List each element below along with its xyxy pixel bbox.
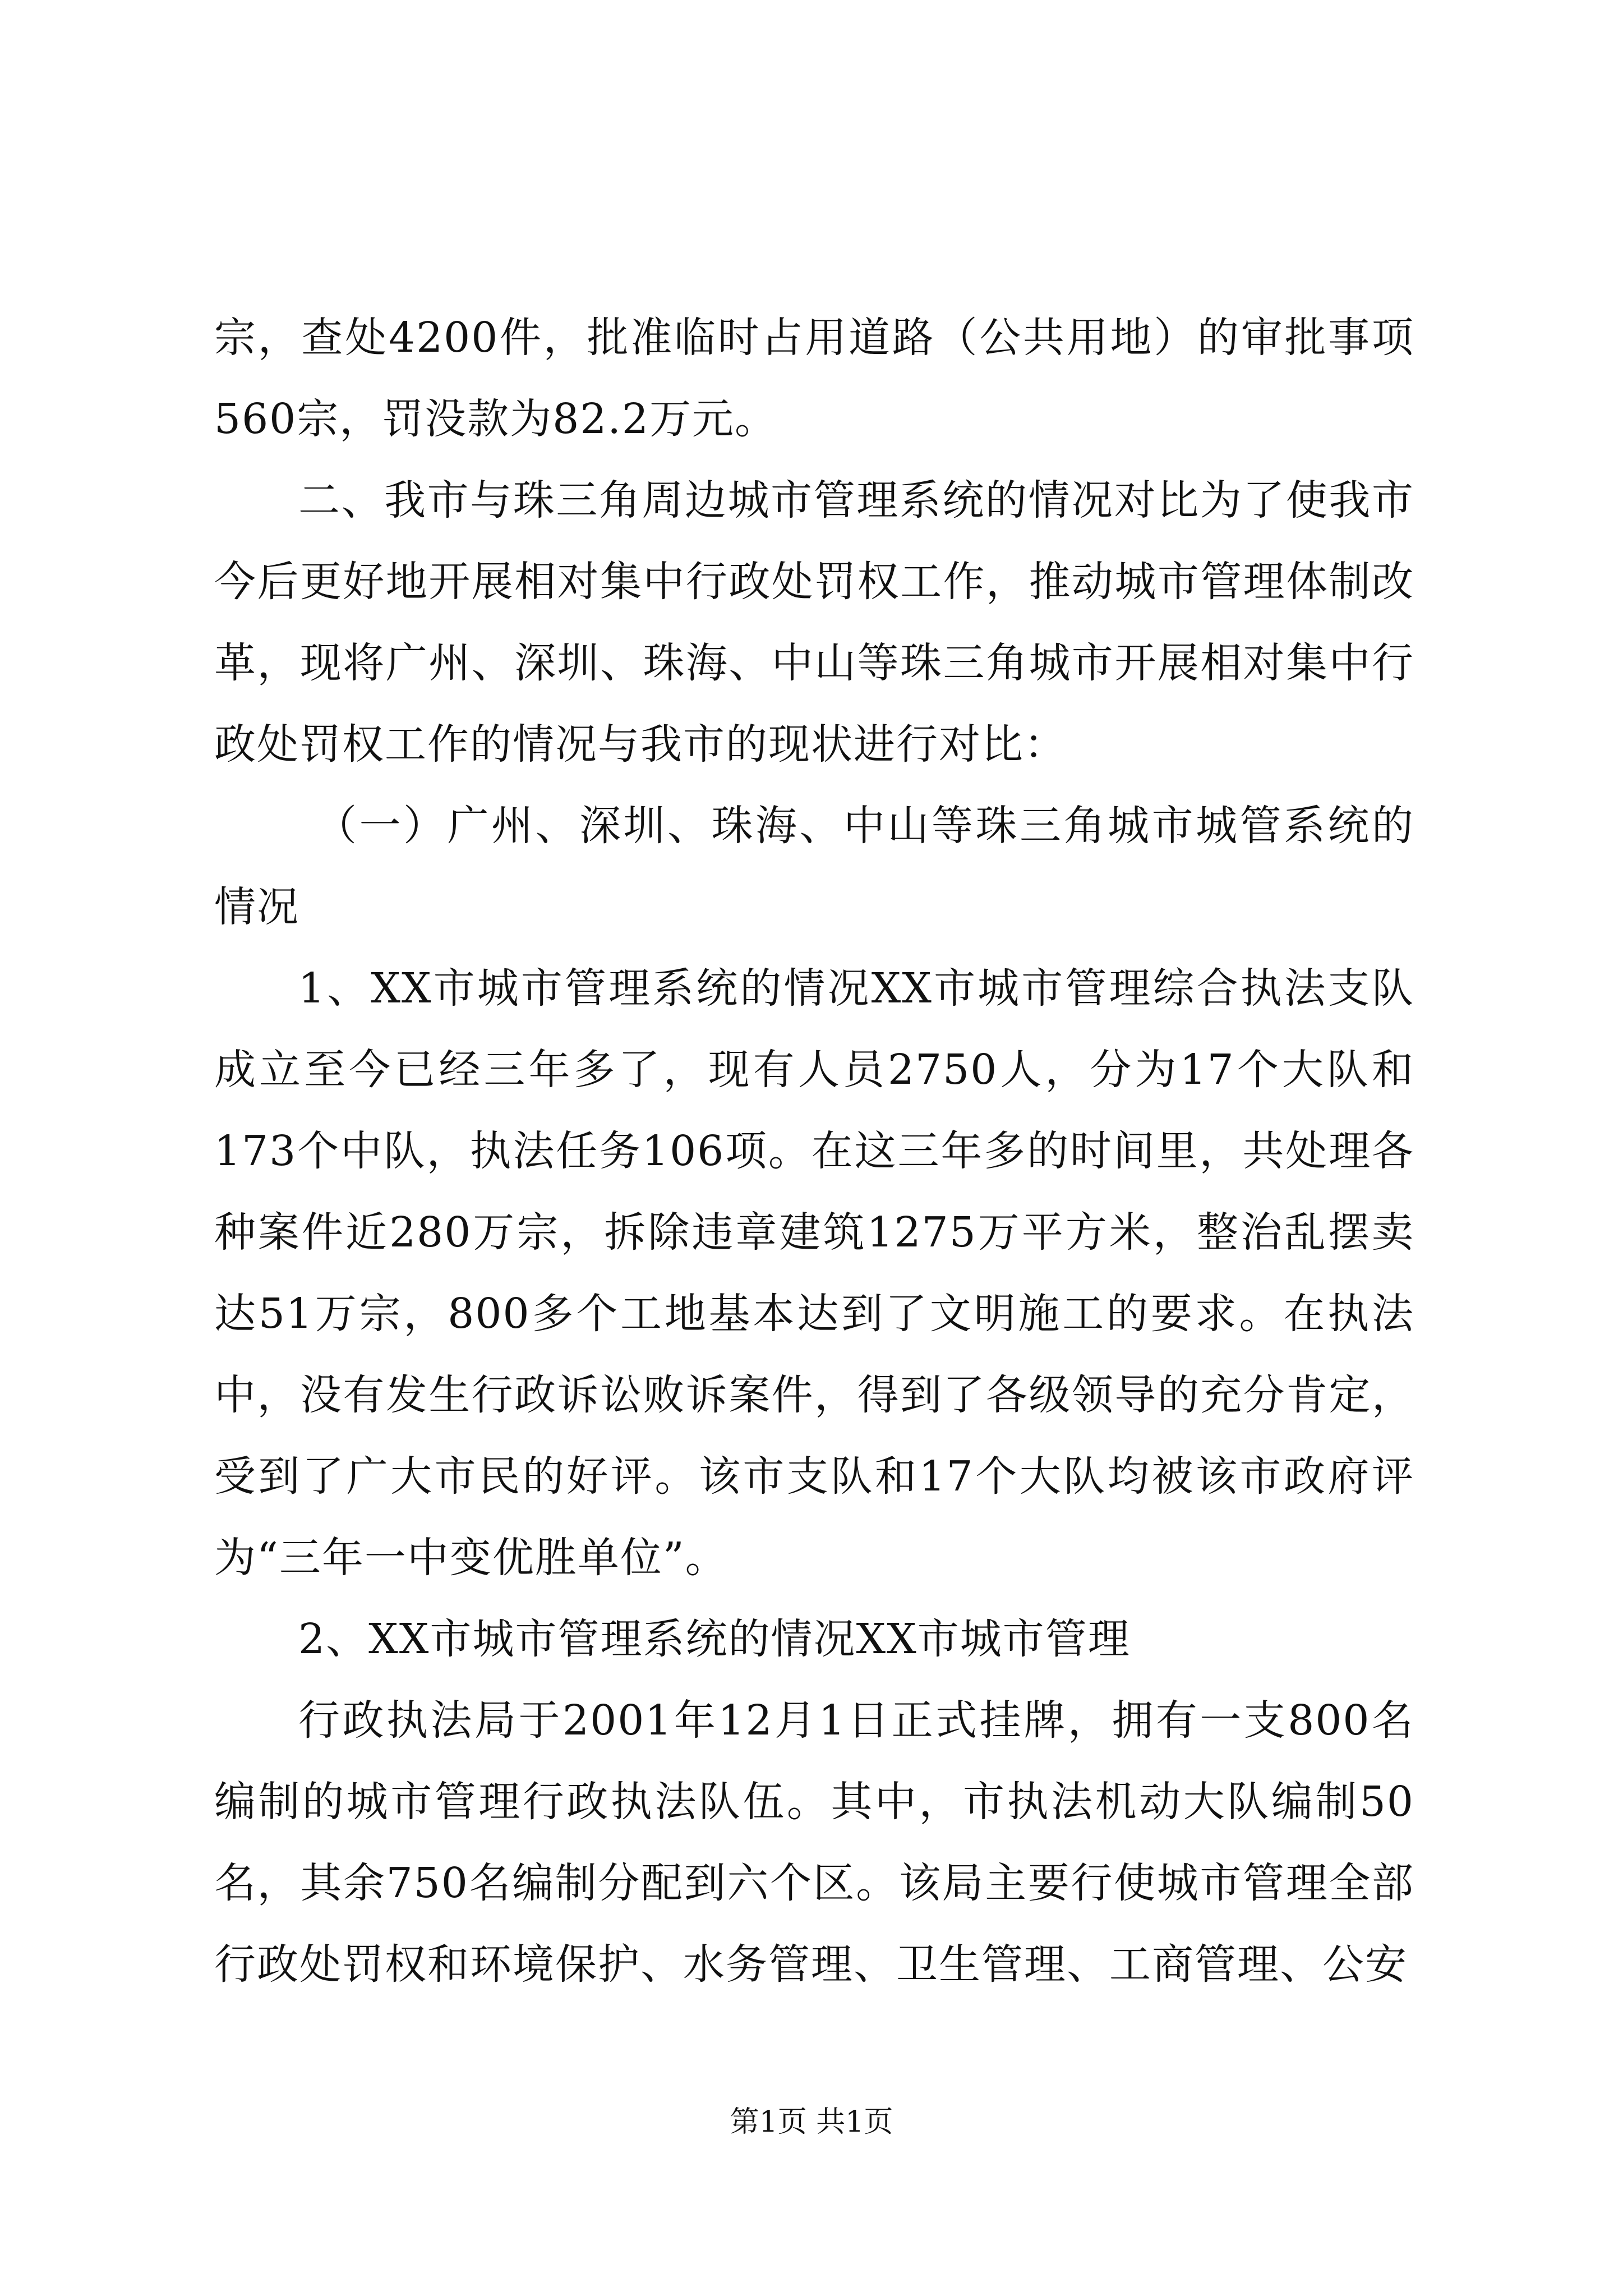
paragraph-item-one: 1、XX市城市管理系统的情况XX市城市管理综合执法支队成立至今已经三年多了，现有人员2750人，分为17个大队和173个中队，执法任务106项。在这三年多的时间里，共处理各种案件近280万宗，拆除违章建筑1275万平方米，整治乱摆卖达51万宗，800多个工地基本达到了文明施工的要求。在执法中，没有发生行政诉讼败诉案件，得到了各级领导的充分肯定，受到了广大市民的好评。该市支队和17个大队均被该市政府评为“三年一中变优胜单位”。 [214, 964, 1414, 1582]
paragraph-item-two-body: 行政执法局于2001年12月1日正式挂牌，拥有一支800名编制的城市管理行政执法队伍。其中，市执法机动大队编制50名，其余750名编制分配到六个区。该局主要行使城市管理全部行政处罚权和环境保护、水务管理、卫生管理、工商管理、公安 [214, 1696, 1414, 1989]
document-body [214, 297, 1414, 2005]
paragraph-continuation: 宗，查处4200件，批准临时占用道路（公共用地）的审批事项560宗，罚没款为82.2万元。 [214, 314, 1414, 443]
paragraph-subheading-one: （一）广州、深圳、珠海、中山等珠三角城市城管系统的情况 [214, 802, 1414, 931]
paragraph-item-two-heading: 2、XX市城市管理系统的情况XX市城市管理 [298, 1615, 1131, 1663]
page-footer: 第1页 共1页 [730, 2105, 893, 2139]
paragraph-section-two: 二、我市与珠三角周边城市管理系统的情况对比为了使我市今后更好地开展相对集中行政处罚权工作，推动城市管理体制改革，现将广州、深圳、珠海、中山等珠三角城市开展相对集中行政处罚权工作的情况与我市的现状进行对比： [214, 476, 1414, 769]
